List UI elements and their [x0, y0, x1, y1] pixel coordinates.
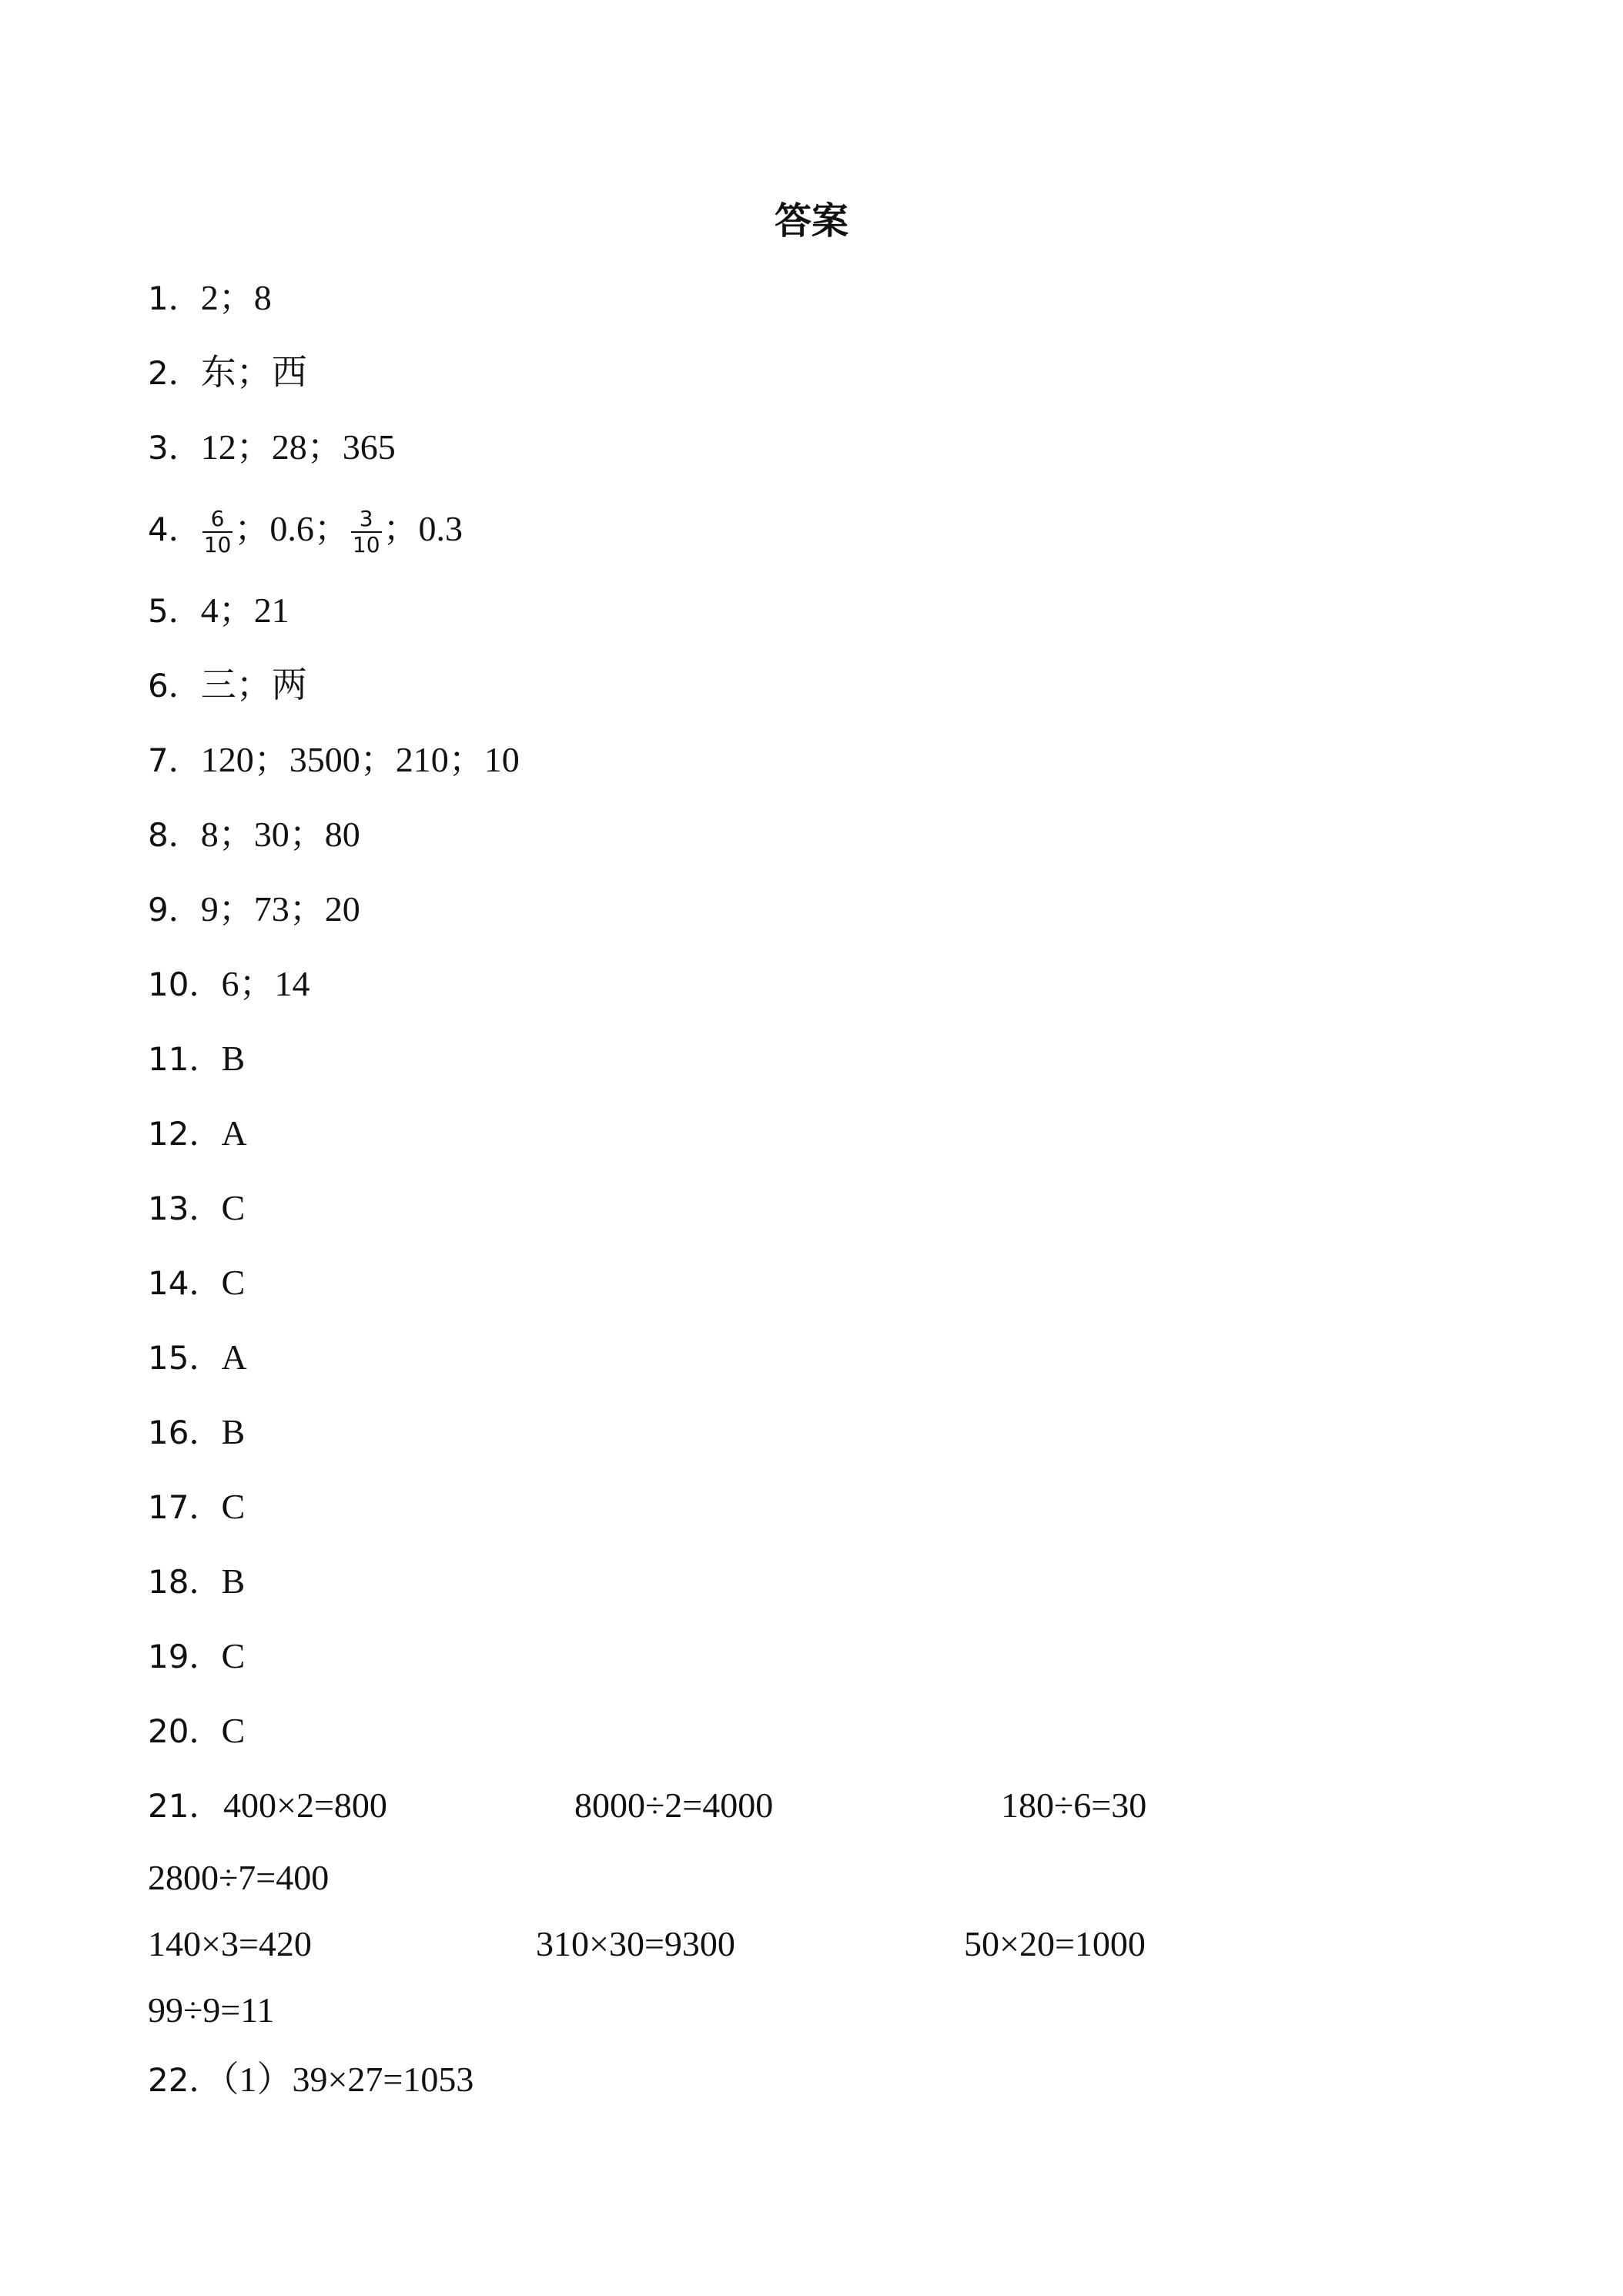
answer-5	[148, 584, 289, 638]
answer-number: 17．	[148, 1488, 222, 1526]
calc-item: 99÷9=11	[148, 1990, 275, 2030]
answer-number: 1．	[148, 279, 201, 317]
answer-15	[148, 1330, 247, 1384]
answer-text: C	[221, 1711, 246, 1750]
answer-text: 120；3500；210；10	[200, 740, 520, 779]
answer-number: 19．	[148, 1638, 222, 1675]
answer-20	[148, 1704, 245, 1758]
answer-text: 9；73；20	[200, 889, 360, 929]
fraction-denominator: 10	[352, 532, 380, 558]
answer-number: 16．	[148, 1414, 222, 1451]
fraction	[202, 507, 233, 557]
answer-number: 20．	[148, 1712, 222, 1750]
answer-number: 7．	[148, 741, 201, 779]
calc-item: 180÷6=30	[1001, 1786, 1147, 1825]
answer-14	[148, 1256, 245, 1310]
answer-number: 9．	[148, 891, 201, 929]
calc-item: 50×20=1000	[964, 1924, 1146, 1963]
answer-text: 2；8	[200, 278, 272, 317]
calc-item: 400×2=800	[223, 1786, 387, 1825]
answer-3	[148, 420, 396, 474]
answer-text: 东；西	[200, 353, 307, 392]
answer-text: 4；21	[200, 591, 289, 630]
answer-number: 8．	[148, 816, 201, 854]
answer-22	[148, 2053, 474, 2107]
answer-number: 18．	[148, 1563, 222, 1601]
answer-number: 2．	[148, 354, 201, 392]
calc-item: 310×30=9300	[536, 1924, 735, 1963]
answer-number: 10．	[148, 966, 222, 1003]
answer-text: C	[221, 1263, 246, 1302]
answer-number: 6．	[148, 667, 201, 705]
fraction-denominator: 10	[203, 532, 232, 558]
answer-4	[148, 502, 463, 556]
answer-13	[148, 1181, 245, 1235]
answer-text: C	[221, 1188, 246, 1227]
answer-text: ；0.6；	[234, 509, 350, 548]
answer-text: A	[221, 1337, 247, 1377]
answer-7	[148, 733, 520, 787]
answer-number: 22．	[148, 2061, 222, 2099]
answer-text: C	[221, 1636, 246, 1675]
answer-text: B	[221, 1561, 246, 1601]
answer-text: 8；30；80	[200, 815, 360, 854]
answer-number: 12．	[148, 1115, 222, 1153]
answer-9	[148, 882, 360, 936]
answer-number: 15．	[148, 1339, 222, 1377]
answer-text: 三；两	[200, 665, 307, 705]
answer-text: ；0.3	[383, 509, 463, 548]
calc-item: 2800÷7=400	[148, 1858, 330, 1897]
answer-number: 5．	[148, 592, 201, 630]
answer-12	[148, 1106, 247, 1160]
answer-number: 4．	[148, 510, 201, 548]
answer-text: C	[221, 1487, 246, 1526]
answer-21	[148, 1779, 221, 1832]
fraction-numerator: 3	[351, 507, 382, 533]
calc-item: 8000÷2=4000	[574, 1786, 774, 1825]
answer-text: A	[221, 1113, 247, 1153]
fraction-numerator: 6	[202, 507, 233, 533]
answer-number: 14．	[148, 1264, 222, 1302]
answer-8	[148, 808, 360, 862]
page-title: 答案	[774, 199, 848, 243]
answer-1	[148, 271, 272, 325]
answer-number: 13．	[148, 1190, 222, 1227]
answer-16	[148, 1405, 245, 1459]
answer-19	[148, 1629, 245, 1683]
answer-number: 11．	[148, 1040, 222, 1078]
answer-number: 3．	[148, 429, 201, 467]
answer-number: 21．	[148, 1787, 222, 1825]
answer-11	[148, 1032, 245, 1086]
answer-18	[148, 1555, 245, 1608]
answer-text: B	[221, 1039, 246, 1078]
answer-2	[148, 346, 307, 400]
answer-17	[148, 1480, 245, 1534]
answer-text: （1）39×27=1053	[221, 2060, 474, 2099]
fraction	[351, 507, 382, 557]
answer-text: 12；28；365	[200, 427, 396, 467]
answer-text: 6；14	[221, 964, 310, 1003]
answer-10	[148, 957, 310, 1011]
answer-6	[148, 658, 307, 712]
answer-text: B	[221, 1412, 246, 1451]
calc-item: 140×3=420	[148, 1924, 312, 1963]
